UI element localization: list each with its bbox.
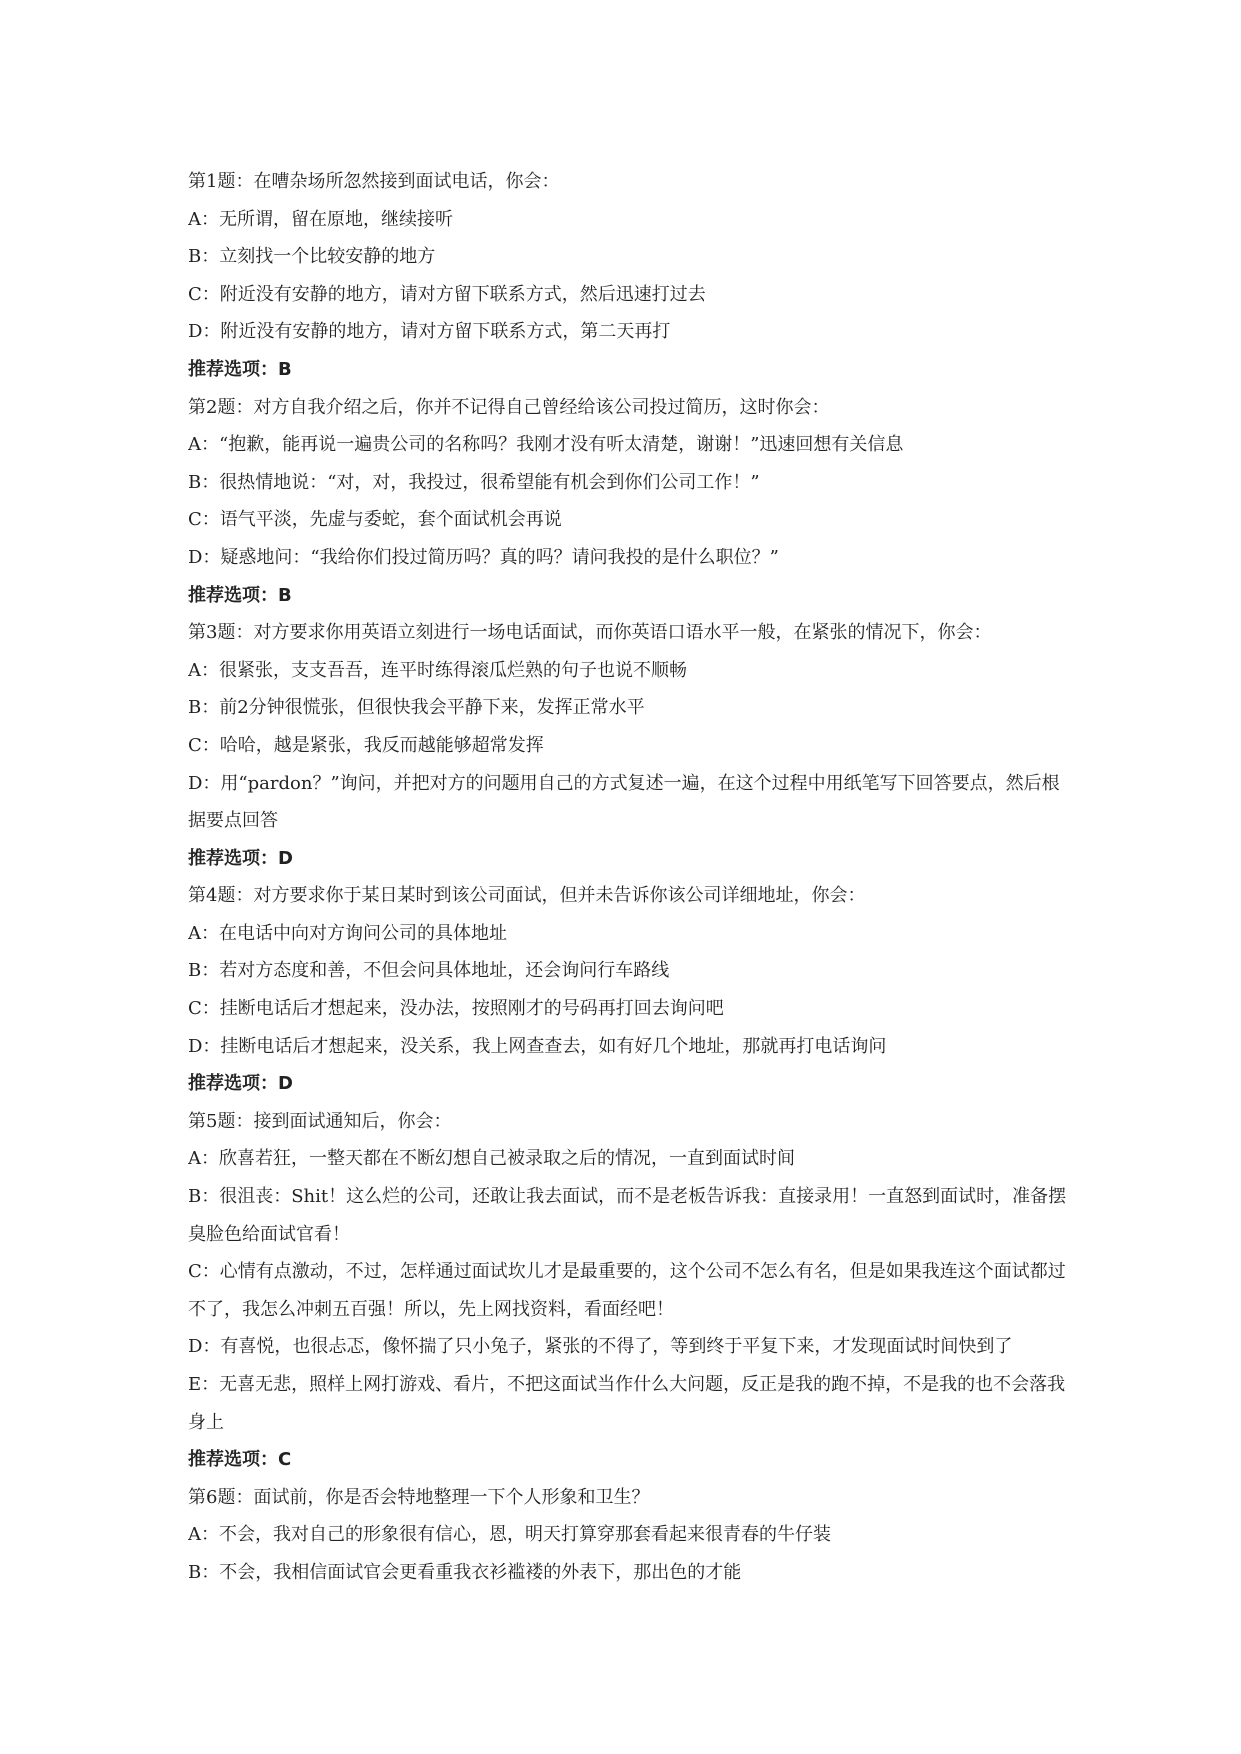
question-3-option-d: D：用“pardon？”询问，并把对方的问题用自己的方式复述一遍，在这个过程中用纸笔写下回答要点，然后根据要点回答 — [188, 772, 1060, 832]
question-1-option-a: A：无所谓，留在原地，继续接听 — [188, 208, 453, 230]
question-3-option-b: B：前2分钟很慌张，但很快我会平静下来，发挥正常水平 — [188, 697, 645, 719]
question-4-option-c: C：挂断电话后才想起来，没办法，按照刚才的号码再打回去询问吧 — [188, 998, 724, 1020]
question-3-title: 第3题：对方要求你用英语立刻进行一场电话面试，而你英语口语水平一般，在紧张的情况下，你会： — [188, 622, 992, 644]
question-4-option-b: B：若对方态度和善，不但会问具体地址，还会询问行车路线 — [188, 960, 670, 982]
question-2-option-a: A：“抱歉，能再说一遍贵公司的名称吗？我刚才没有听太清楚，谢谢！”迅速回想有关信息 — [188, 434, 904, 456]
question-5-option-c: C：心情有点激动，不过，怎样通过面试坎儿才是最重要的，这个公司不怎么有名，但是如果我连这个面试都过不了，我怎么冲刺五百强！所以，先上网找资料，看面经吧！ — [188, 1261, 1066, 1320]
question-3-option-c: C：哈哈，越是紧张，我反而越能够超常发挥 — [188, 734, 544, 756]
quiz-content — [188, 163, 1068, 1592]
question-1-answer: 推荐选项：B — [188, 358, 292, 380]
question-2-title: 第2题：对方自我介绍之后，你并不记得自己曾经给该公司投过简历，这时你会： — [188, 396, 830, 418]
question-1-option-c: C：附近没有安静的地方，请对方留下联系方式，然后迅速打过去 — [188, 283, 706, 305]
question-5-option-d: D：有喜悦，也很忐忑，像怀揣了只小兔子，紧张的不得了，等到终于平复下来，才发现面试时间快到了 — [188, 1336, 1013, 1358]
question-4-option-a: A：在电话中向对方询问公司的具体地址 — [188, 922, 507, 944]
question-5-answer: 推荐选项：C — [188, 1449, 292, 1471]
question-1-option-d: D：附近没有安静的地方，请对方留下联系方式，第二天再打 — [188, 321, 671, 343]
question-6-title: 第6题：面试前，你是否会特地整理一下个人形象和卫生？ — [188, 1486, 650, 1508]
question-2-option-b: B：很热情地说：“对，对，我投过，很希望能有机会到你们公司工作！” — [188, 471, 760, 493]
question-1-option-b: B：立刻找一个比较安静的地方 — [188, 246, 436, 268]
question-2-answer: 推荐选项：B — [188, 584, 292, 606]
question-2-option-c: C：语气平淡，先虚与委蛇，套个面试机会再说 — [188, 509, 562, 531]
question-6-option-b: B：不会，我相信面试官会更看重我衣衫褴褛的外表下，那出色的才能 — [188, 1561, 742, 1583]
question-2-option-d: D：疑惑地问：“我给你们投过简历吗？真的吗？请问我投的是什么职位？” — [188, 546, 779, 568]
question-4-option-d: D：挂断电话后才想起来，没关系，我上网查查去，如有好几个地址，那就再打电话询问 — [188, 1035, 887, 1057]
question-5-option-b: B：很沮丧：Shit！这么烂的公司，还敢让我去面试，而不是老板告诉我：直接录用！一直怒到面试时，准备摆臭脸色给面试官看！ — [188, 1186, 1067, 1245]
question-5-option-e: E：无喜无悲，照样上网打游戏、看片，不把这面试当作什么大问题，反正是我的跑不掉，不是我的也不会落我身上 — [188, 1374, 1066, 1433]
question-5-option-a: A：欣喜若狂，一整天都在不断幻想自己被录取之后的情况，一直到面试时间 — [188, 1148, 795, 1170]
question-3-answer: 推荐选项：D — [188, 847, 293, 869]
question-5-title: 第5题：接到面试通知后，你会： — [188, 1110, 452, 1132]
question-3-option-a: A：很紧张，支支吾吾，连平时练得滚瓜烂熟的句子也说不顺畅 — [188, 659, 687, 681]
question-4-title: 第4题：对方要求你于某日某时到该公司面试，但并未告诉你该公司详细地址，你会： — [188, 885, 866, 907]
question-6-option-a: A：不会，我对自己的形象很有信心，恩，明天打算穿那套看起来很青春的牛仔装 — [188, 1524, 831, 1546]
question-4-answer: 推荐选项：D — [188, 1073, 293, 1095]
question-1-title: 第1题：在嘈杂场所忽然接到面试电话，你会： — [188, 171, 560, 192]
